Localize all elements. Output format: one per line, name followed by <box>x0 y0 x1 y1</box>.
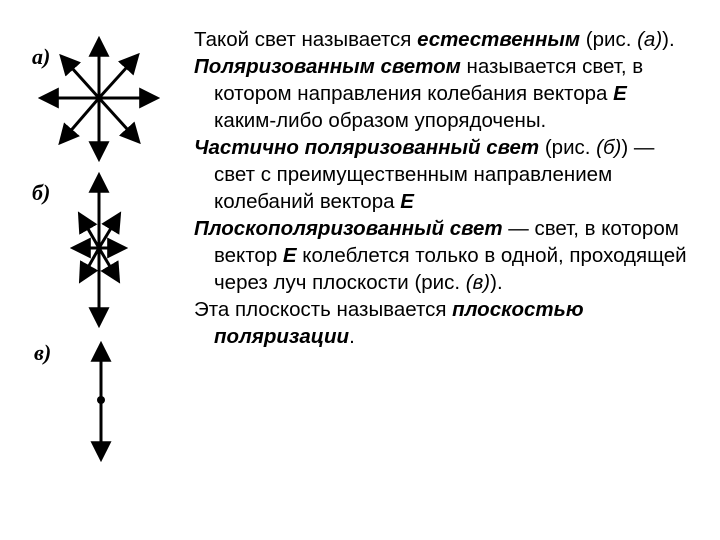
definitions-text <box>194 26 694 350</box>
natural-light-diagram <box>42 40 156 158</box>
text-segment: — свет, в котором вектор <box>214 217 679 267</box>
text-segment: (в) <box>465 271 491 294</box>
beam-point <box>97 396 105 404</box>
paragraph <box>194 53 694 134</box>
text-segment: Частично поляризованный свет <box>194 136 540 159</box>
text-segment: колеблется только в одной, проходящей через луч плоскости (рис. <box>214 244 687 294</box>
text-segment: называется свет, в котором направления колебания вектора <box>214 55 644 105</box>
text-segment: Эта плоскость называется <box>194 298 453 321</box>
text-segment: (рис. <box>580 28 638 51</box>
text-segment: естественным <box>417 28 581 51</box>
partially-polarized-diagram <box>74 176 124 324</box>
figure-label-b: б) <box>32 180 51 205</box>
figure-label-c: в) <box>34 340 52 365</box>
text-segment: Поляризованным светом <box>194 55 461 78</box>
text-segment: плоскостью поляризации <box>214 298 584 348</box>
text-segment: (б) <box>596 136 622 159</box>
text-segment: ) — свет с преимущественным направлением колебаний вектора <box>214 136 655 213</box>
text-segment: ). <box>662 28 675 51</box>
text-segment: . <box>349 325 355 348</box>
text-segment: Плоскополяризованный свет <box>194 217 503 240</box>
text-segment: Е <box>613 82 627 105</box>
text-segment: Такой свет называется <box>194 28 418 51</box>
text-segment: (рис. <box>539 136 597 159</box>
text-segment: Е <box>400 190 414 213</box>
text-segment: (а) <box>637 28 663 51</box>
text-segment: Е <box>282 244 297 267</box>
figure-label-a: а) <box>32 44 51 69</box>
text-segment: каким-либо образом упорядочены. <box>214 109 547 132</box>
paragraph <box>194 134 694 215</box>
paragraph <box>194 26 694 53</box>
paragraph <box>194 296 694 350</box>
text-segment: ). <box>490 271 503 294</box>
paragraph <box>194 215 694 296</box>
